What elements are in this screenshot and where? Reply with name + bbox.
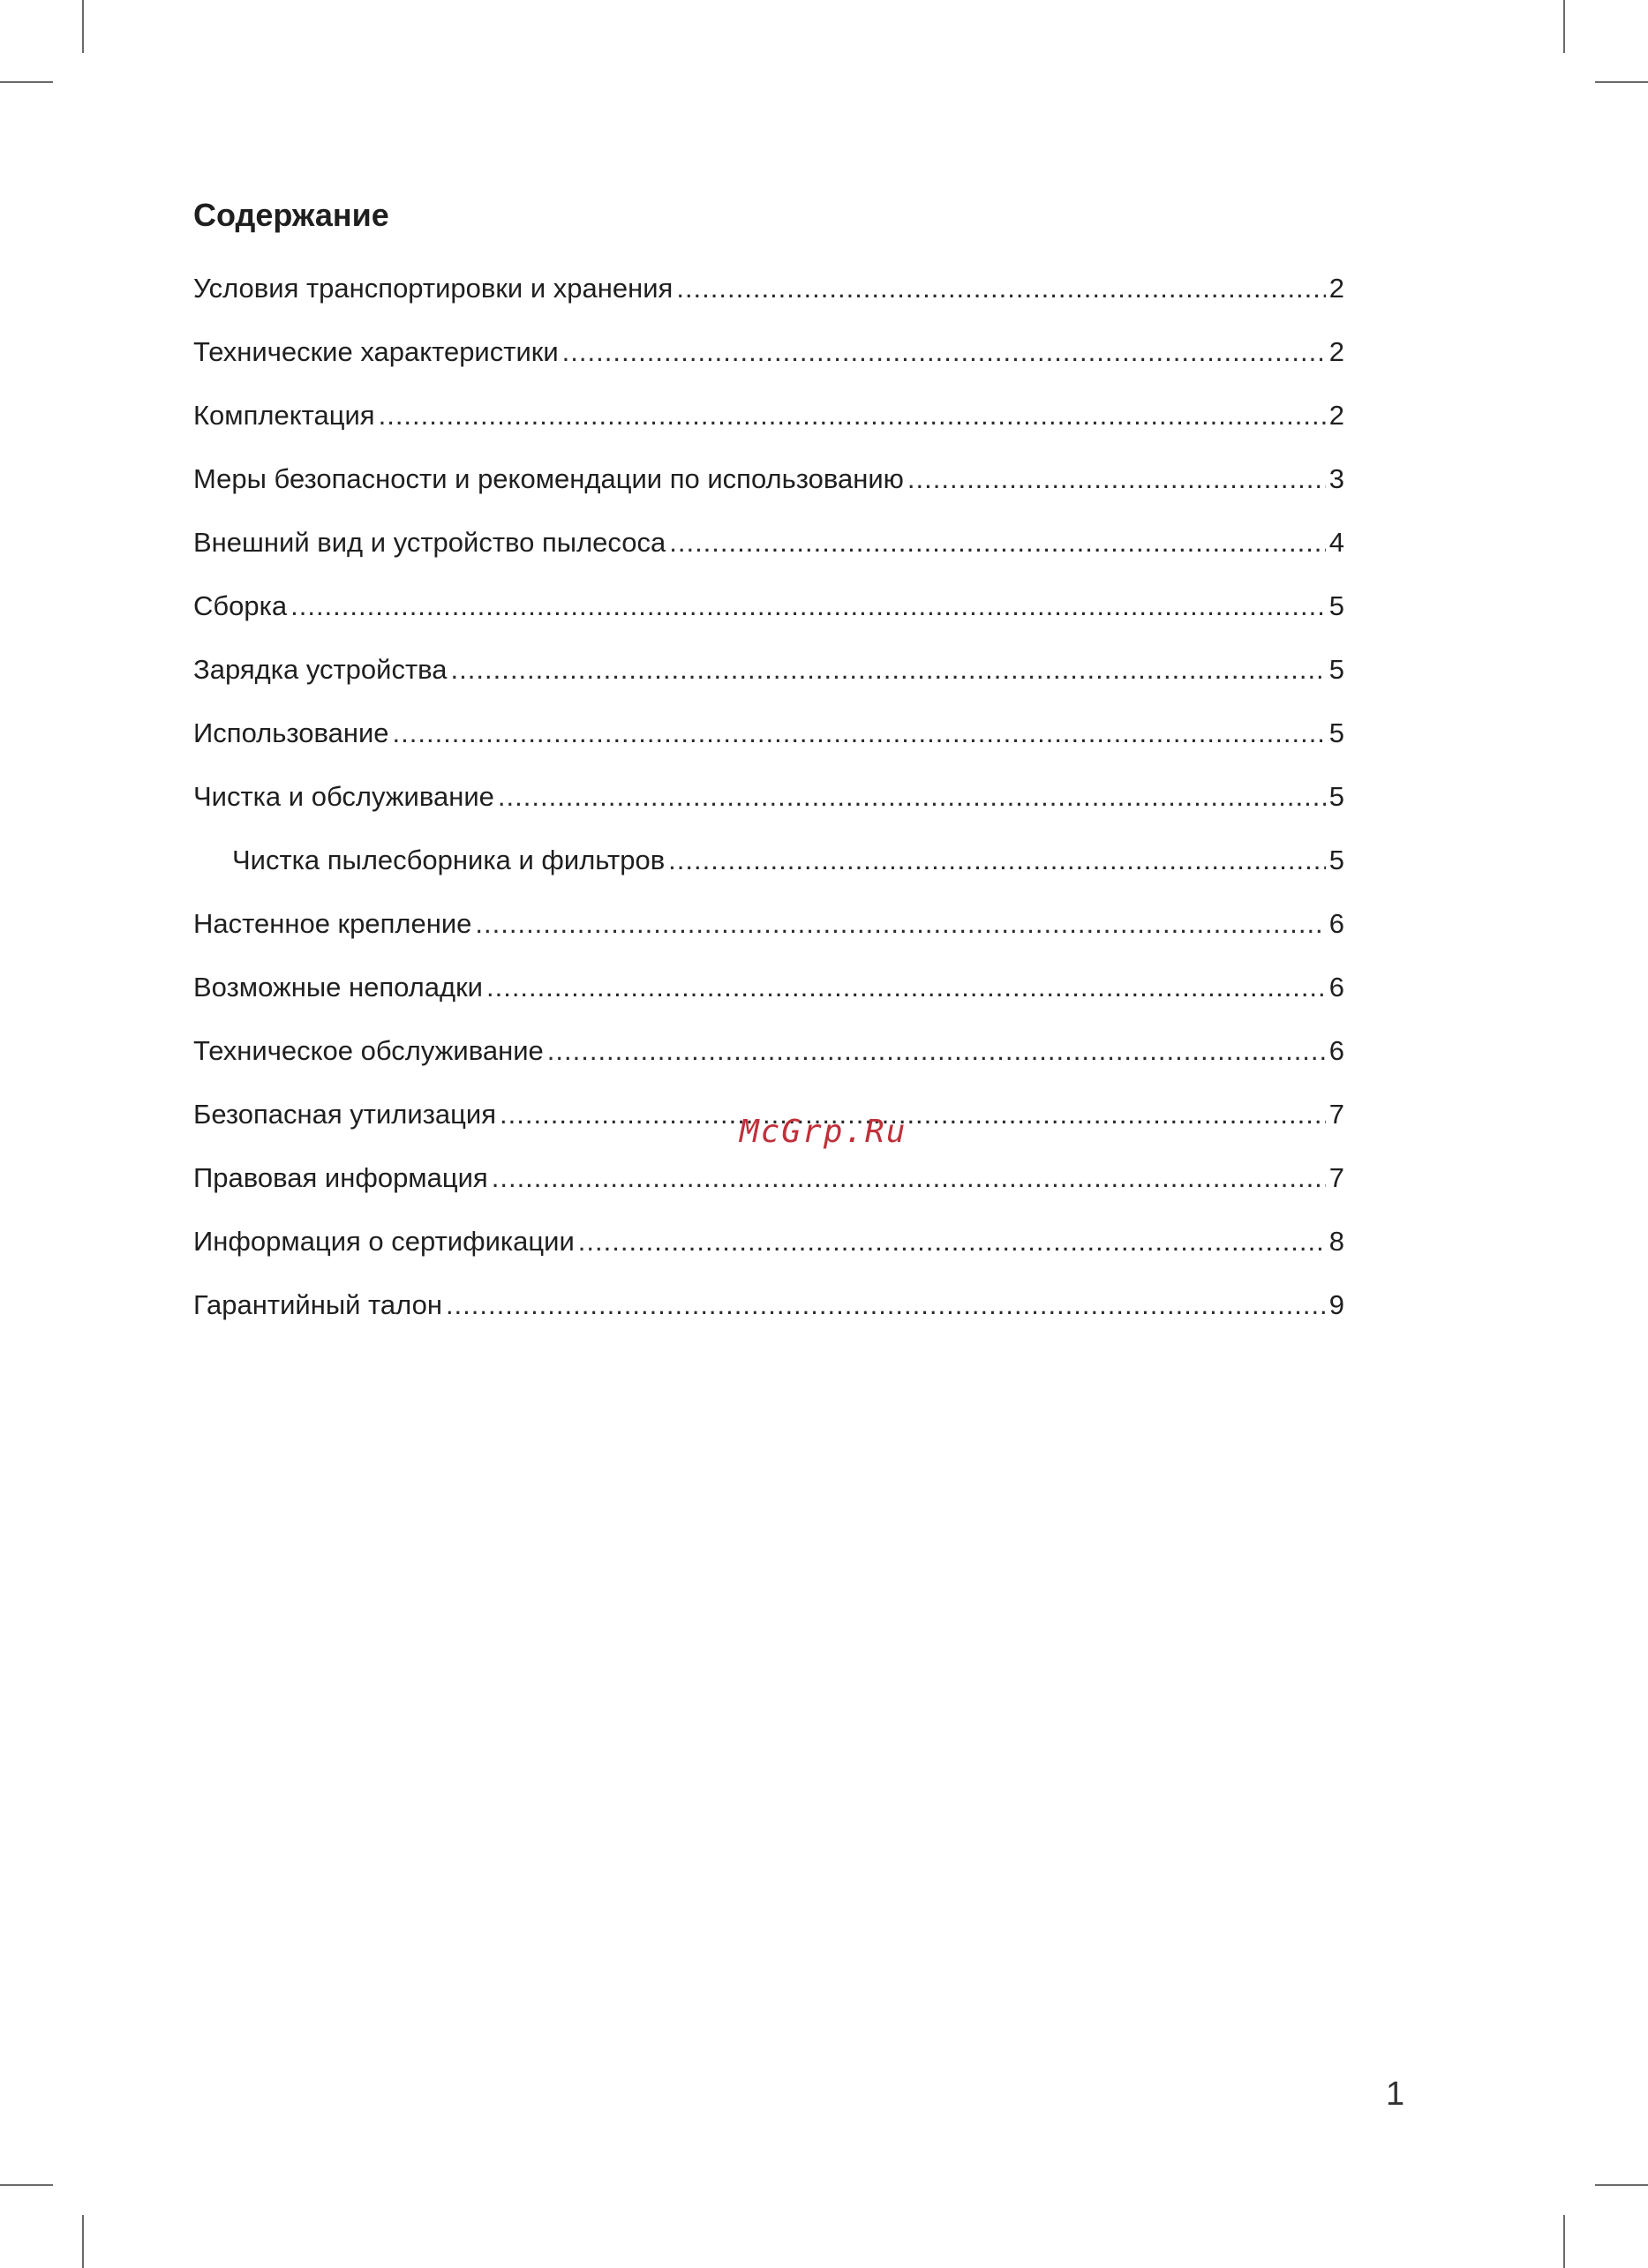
toc-entry-label: Техническое обслуживание: [193, 1035, 544, 1066]
toc-entry-label: Меры безопасности и рекомендации по использованию: [193, 463, 904, 494]
crop-mark-bottom-left-vertical: [82, 2215, 84, 2268]
toc-entry-page: 5: [1328, 717, 1344, 748]
toc-entry-page: 9: [1328, 1289, 1344, 1320]
toc-entry-page: 2: [1328, 400, 1344, 431]
toc-dot-leader: [379, 398, 1326, 433]
toc-entry-page: 5: [1328, 781, 1344, 812]
toc-title: Содержание: [193, 197, 389, 233]
toc-entry-label: Чистка пылесборника и фильтров: [232, 845, 666, 875]
toc-dot-leader: [393, 716, 1326, 751]
toc-entry-page: 8: [1328, 1226, 1344, 1257]
toc-entry-maintenance[interactable]: [193, 1033, 1344, 1069]
toc-dot-leader: [578, 1224, 1326, 1259]
toc-entry-label: Использование: [193, 717, 389, 748]
toc-entry-page: 2: [1328, 273, 1344, 304]
toc-entry-warranty[interactable]: [193, 1288, 1344, 1323]
toc-dot-leader: [907, 462, 1326, 497]
crop-mark-top-left-horizontal: [0, 81, 53, 83]
toc-entry-transport-storage[interactable]: [193, 271, 1344, 306]
toc-dot-leader: [446, 1288, 1326, 1323]
toc-entry-page: 7: [1328, 1162, 1344, 1193]
toc-entry-page: 6: [1328, 908, 1344, 939]
toc-entry-label: Чистка и обслуживание: [193, 781, 494, 812]
toc-dot-leader: [475, 906, 1325, 942]
toc-dot-leader: [451, 652, 1326, 687]
toc-entry-page: 2: [1328, 336, 1344, 367]
toc-entry-cleaning-filters[interactable]: [232, 843, 1344, 878]
toc-dot-leader: [562, 334, 1326, 370]
toc-entry-page: 5: [1328, 845, 1344, 875]
toc-dot-leader: [498, 779, 1326, 815]
crop-mark-bottom-left-horizontal: [0, 2184, 53, 2186]
page-number: 1: [1386, 2076, 1405, 2113]
toc-entry-certification[interactable]: [193, 1224, 1344, 1259]
crop-mark-bottom-right-vertical: [1563, 2215, 1565, 2268]
toc-dot-leader: [676, 271, 1325, 306]
toc-entry-label: Настенное крепление: [193, 908, 472, 939]
toc-entry-assembly[interactable]: [193, 589, 1344, 624]
toc-entry-legal[interactable]: [193, 1160, 1344, 1196]
toc-entry-page: 5: [1328, 590, 1344, 621]
toc-entry-safety[interactable]: [193, 462, 1344, 497]
toc-entry-cleaning[interactable]: [193, 779, 1344, 815]
crop-mark-top-right-horizontal: [1595, 81, 1648, 83]
crop-mark-top-right-vertical: [1563, 0, 1565, 53]
toc-entry-page: 6: [1328, 1035, 1344, 1066]
toc-entry-appearance[interactable]: [193, 525, 1344, 560]
toc-entry-label: Технические характеристики: [193, 336, 559, 367]
watermark: McGrp.Ru: [740, 1114, 907, 1150]
toc-dot-leader: [547, 1033, 1326, 1069]
toc-entry-label: Условия транспортировки и хранения: [193, 273, 673, 304]
toc-entry-charging[interactable]: [193, 652, 1344, 687]
toc-entry-label: Гарантийный талон: [193, 1289, 442, 1320]
crop-mark-bottom-right-horizontal: [1595, 2184, 1648, 2186]
toc-dot-leader: [290, 589, 1326, 624]
toc-entry-label: Безопасная утилизация: [193, 1099, 497, 1130]
toc-entry-label: Комплектация: [193, 400, 375, 431]
toc-dot-leader: [492, 1160, 1326, 1196]
toc-entry-page: 5: [1328, 654, 1344, 685]
toc-entry-page: 6: [1328, 972, 1344, 1003]
toc-dot-leader: [500, 1097, 1326, 1132]
toc-dot-leader: [669, 525, 1326, 560]
toc-entry-usage[interactable]: [193, 716, 1344, 751]
toc-entry-page: 7: [1328, 1099, 1344, 1130]
toc-dot-leader: [668, 843, 1326, 878]
toc-entry-label: Сборка: [193, 590, 288, 621]
toc-entry-specifications[interactable]: [193, 334, 1344, 370]
toc-entry-troubleshooting[interactable]: [193, 970, 1344, 1005]
toc-entry-page: 3: [1328, 463, 1344, 494]
toc-entry-label: Зарядка устройства: [193, 654, 448, 685]
toc-entry-page: 4: [1328, 527, 1344, 558]
toc-entry-label: Возможные неполадки: [193, 972, 483, 1003]
toc-dot-leader: [486, 970, 1326, 1005]
toc-entry-label: Информация о сертификации: [193, 1226, 575, 1257]
toc-entry-label: Правовая информация: [193, 1162, 488, 1193]
toc-entry-label: Внешний вид и устройство пылесоса: [193, 527, 666, 558]
toc-entry-package-contents[interactable]: [193, 398, 1344, 433]
crop-mark-top-left-vertical: [82, 0, 84, 53]
toc-entry-wall-mount[interactable]: [193, 906, 1344, 942]
